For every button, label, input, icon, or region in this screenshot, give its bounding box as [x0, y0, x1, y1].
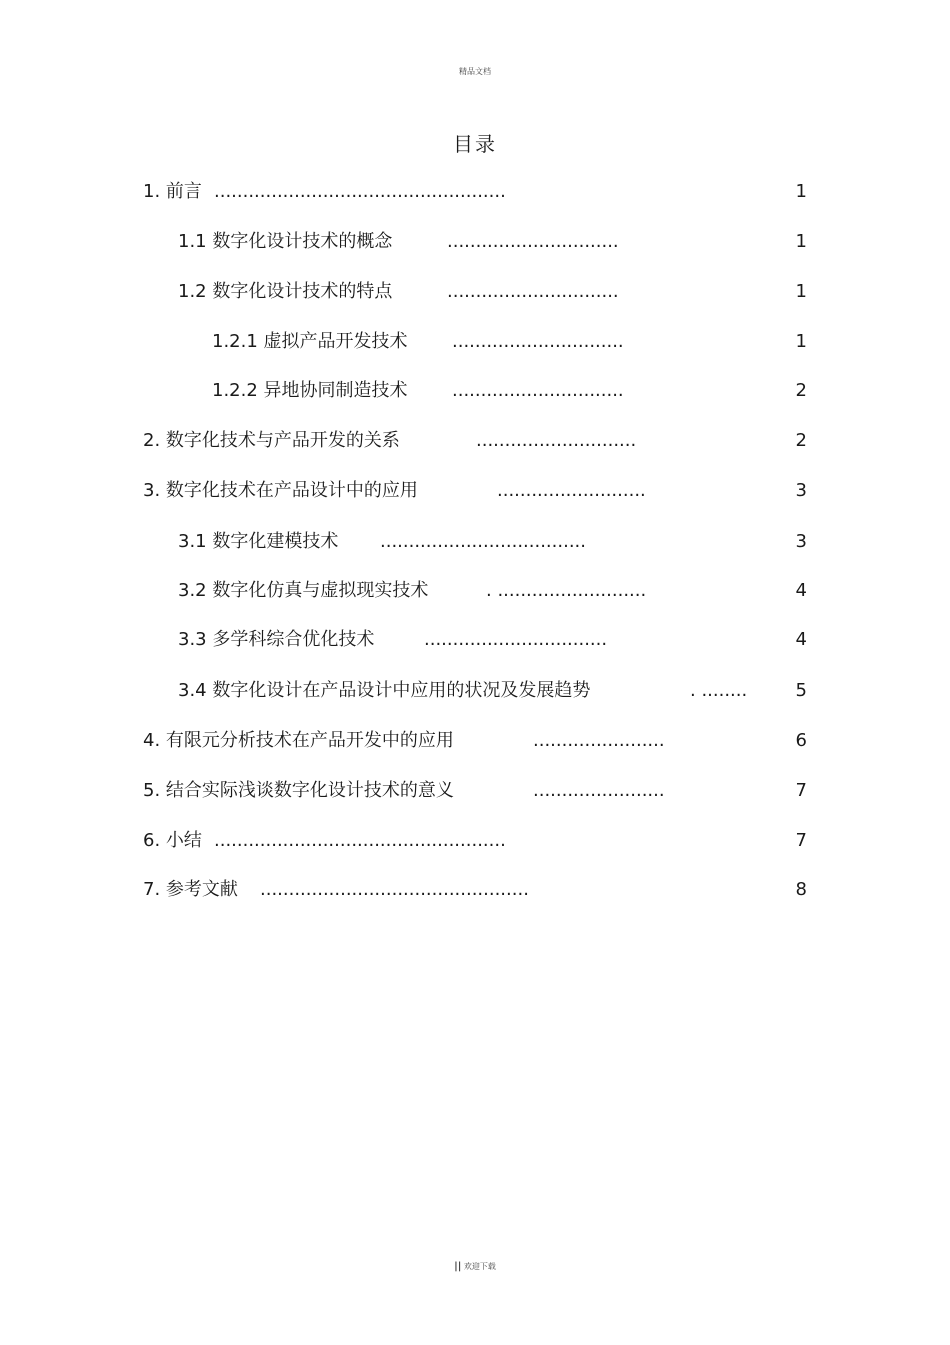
toc-entry-2[interactable] [143, 428, 807, 454]
toc-entry-label: 7. 参考文献 [143, 879, 238, 900]
toc-leader-dots: . .......................... [486, 580, 647, 601]
toc-entry-label: 6. 小结 [143, 830, 202, 851]
toc-leader-dots: ................................ [424, 629, 608, 650]
toc-leader-dots: .............................. [447, 231, 619, 252]
toc-entry-6[interactable] [143, 828, 807, 854]
toc-leader-dots: ............................ [476, 430, 637, 451]
toc-page-number: 2 [795, 430, 807, 451]
toc-entry-3[interactable] [143, 478, 807, 504]
toc-entry-label: 3.4 数字化设计在产品设计中应用的状况及发展趋势 [178, 680, 591, 701]
toc-entry-label: 3.2 数字化仿真与虚拟现实技术 [178, 580, 429, 601]
toc-entry-label: 2. 数字化技术与产品开发的关系 [143, 430, 400, 451]
toc-leader-dots: ............................................... [260, 879, 529, 900]
toc-entry-label: 1. 前言 [143, 181, 202, 202]
toc-entry-label: 1.2.2 异地协同制造技术 [212, 380, 408, 401]
toc-entry-label: 3.1 数字化建模技术 [178, 531, 339, 552]
toc-entry-3-2[interactable] [178, 578, 807, 604]
toc-page-number: 4 [795, 580, 807, 601]
toc-entry-3-3[interactable] [178, 627, 807, 653]
footer-bar-mark: || [454, 1261, 462, 1272]
toc-title: 目录 [453, 132, 497, 156]
toc-page-number: 1 [795, 331, 807, 352]
toc-entry-label: 1.1 数字化设计技术的概念 [178, 231, 393, 252]
toc-entry-1-2-2[interactable] [212, 378, 807, 404]
toc-leader-dots: ................................................... [214, 830, 506, 851]
page-header: 精品文档 [459, 67, 491, 76]
toc-page-number: 3 [795, 531, 807, 552]
toc-page-number: 1 [795, 281, 807, 302]
toc-entry-3-1[interactable] [178, 529, 807, 555]
toc-leader-dots: .............................. [452, 331, 624, 352]
toc-entry-label: 3. 数字化技术在产品设计中的应用 [143, 480, 418, 501]
toc-entry-label: 1.2 数字化设计技术的特点 [178, 281, 393, 302]
toc-leader-dots: ................................................... [214, 181, 506, 202]
toc-entry-1-2[interactable] [178, 279, 807, 305]
toc-leader-dots: .................................... [380, 531, 586, 552]
toc-entry-4[interactable] [143, 728, 807, 754]
toc-page-number: 7 [795, 780, 807, 801]
toc-leader-dots: .............................. [452, 380, 624, 401]
toc-page-number: 1 [795, 231, 807, 252]
toc-leader-dots: .......................... [497, 480, 646, 501]
toc-entry-5[interactable] [143, 778, 807, 804]
page-footer [0, 1261, 950, 1272]
toc-leader-dots: ....................... [533, 730, 665, 751]
toc-page-number: 3 [795, 480, 807, 501]
toc-entry-1[interactable] [143, 179, 807, 205]
toc-page-number: 8 [795, 879, 807, 900]
toc-page-number: 7 [795, 830, 807, 851]
toc-page-number: 5 [795, 680, 807, 701]
toc-page-number: 4 [795, 629, 807, 650]
toc-entry-label: 3.3 多学科综合优化技术 [178, 629, 375, 650]
toc-page-number: 1 [795, 181, 807, 202]
toc-entry-1-2-1[interactable] [212, 329, 807, 355]
toc-entry-1-1[interactable] [178, 229, 807, 255]
toc-leader-dots: . ........ [690, 680, 748, 701]
toc-page-number: 2 [795, 380, 807, 401]
footer-text: 欢迎下载 [463, 1262, 496, 1271]
toc-entry-7[interactable] [143, 877, 807, 903]
toc-leader-dots: ....................... [533, 780, 665, 801]
toc-leader-dots: .............................. [447, 281, 619, 302]
toc-entry-label: 4. 有限元分析技术在产品开发中的应用 [143, 730, 454, 751]
toc-entry-label: 5. 结合实际浅谈数字化设计技术的意义 [143, 780, 454, 801]
toc-entry-label: 1.2.1 虚拟产品开发技术 [212, 331, 408, 352]
toc-entry-3-4[interactable] [178, 678, 807, 704]
toc-page-number: 6 [795, 730, 807, 751]
